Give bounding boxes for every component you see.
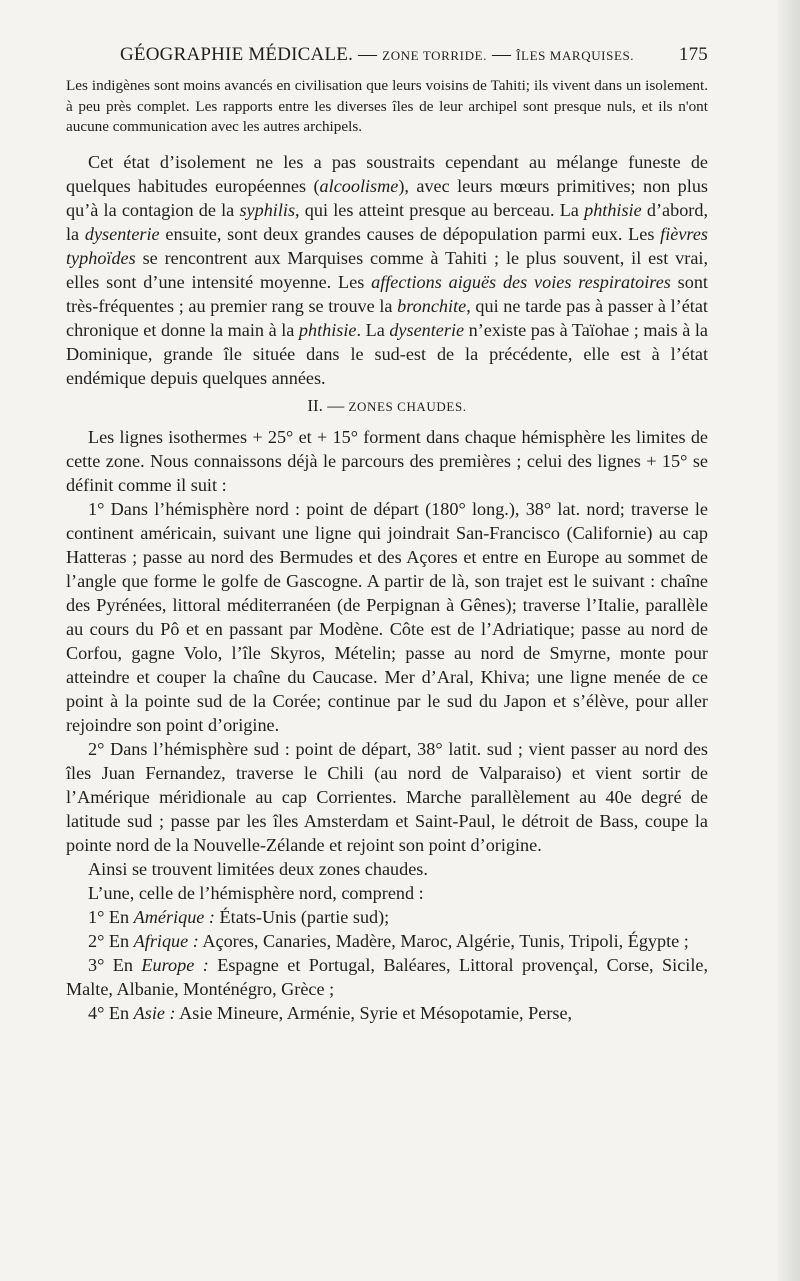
paragraph-hemisphere-sud: 2° Dans l’hémisphère sud : point de départ, 38° latit. sud ; vient passer au nord des îles Juan Fernandez, traverse le Chili (au nord de Valparaiso) et vient sortir de l’Amérique méridionale au cap Corrientes. Marche parallèlement au 40e degré de latitude sud ; passe par les îles Amsterdam et Saint-Paul, le détroit de Bass, coupe la pointe nord de la Nouvelle-Zélande et rejoint son point d’origine.: [66, 738, 708, 855]
header-part2: ZONE TORRIDE.: [382, 48, 487, 63]
header-dash: —: [358, 44, 378, 65]
page-number: 175: [678, 44, 708, 65]
running-header: [66, 44, 708, 66]
list-item: 2° En Afrique : Açores, Canaries, Madère, Maroc, Algérie, Tunis, Tripoli, Égypte ;: [88, 930, 689, 951]
body-text: [66, 150, 708, 1025]
header-dash: —: [491, 44, 512, 65]
header-part3: ÎLES MARQUISES.: [516, 48, 635, 63]
section-heading: [66, 394, 708, 419]
header-title: GÉOGRAPHIE MÉDICALE.: [120, 44, 354, 65]
paragraph-zone-nord: L’une, celle de l’hémisphère nord, comprend :: [88, 882, 424, 903]
paragraph-isothermes: Les lignes isothermes + 25° et + 15° forment dans chaque hémisphère les limites de cette zone. Nous connaissons déjà le parcours des premières ; celui des lignes + 15° se définit comme il suit :: [66, 426, 708, 495]
page-edge: [778, 0, 800, 1281]
list-item: 3° En Europe : Espagne et Portugal, Baléares, Littoral provençal, Corse, Sicile, Malte, Albanie, Monténégro, Grèce ;: [66, 954, 708, 999]
list-item: 1° En Amérique : États-Unis (partie sud);: [88, 906, 390, 927]
section-numeral: II.: [307, 395, 323, 415]
section-dash: —: [327, 395, 345, 415]
section-title: ZONES CHAUDES.: [348, 398, 467, 414]
paragraph-hemisphere-nord: 1° Dans l’hémisphère nord : point de départ (180° long.), 38° lat. nord; traverse le continent américain, suivant une ligne qui joindrait San-Francisco (Californie) au cap Hatteras ; passe au nord des Bermudes et des Açores et entre en Europe au sommet de l’angle que forme le golfe de Gascogne. A partir de là, son trajet est le suivant : chaîne des Pyrénées, littoral méditerranéen (de Perpignan à Gênes); traverse l’Italie, parallèle au cours du Pô et en passant par Modène. Côte est de l’Adriatique; passe au nord de Corfou, gagne Volo, l’île Skyros, Mételin; passe au nord de Smyrne, monte pour atteindre et couper la chaîne du Caucase. Mer d’Aral, Khiva; une ligne menée de ce point à la pointe sud de la Corée; continue par le sud du Japon et s’élève, pour aller rejoindre son point d’origine.: [66, 498, 708, 735]
paragraph-zones-limitees: Ainsi se trouvent limitées deux zones chaudes.: [88, 858, 428, 879]
list-item: 4° En Asie : Asie Mineure, Arménie, Syrie et Mésopotamie, Perse,: [88, 1002, 573, 1023]
intro-note: Les indigènes sont moins avancés en civilisation que leurs voisins de Tahiti; ils vivent dans un isolement. à peu près complet. Les rapports entre les diverses îles de leur archipel sont presque nuls, et ils n'ont aucune communication avec les autres archipels.: [66, 77, 708, 135]
paragraph-isolement: Cet état d’isolement ne les a pas soustraits cependant au mélange funeste de quelques habitudes européennes (alcoolisme), avec leurs mœurs primitives; non plus qu’à la contagion de la syphilis, qui les atteint presque au berceau. La phthisie d’abord, la dysenterie ensuite, sont deux grandes causes de dépopulation parmi eux. Les fièvres typhoïdes se rencontrent aux Marquises comme à Tahiti ; le plus souvent, il est vrai, elles sont d’une intensité moyenne. Les affections aiguës des voies respiratoires sont très-fréquentes ; au premier rang se trouve la bronchite, qui ne tarde pas à passer à l’état chronique et donne la main à la phthisie. La dysenterie n’existe pas à Taïohae ; mais à la Dominique, grande île située dans le sud-est de la précédente, elle est à l’état endémique depuis quelques années.: [66, 151, 709, 388]
header-title-block: [120, 44, 634, 66]
